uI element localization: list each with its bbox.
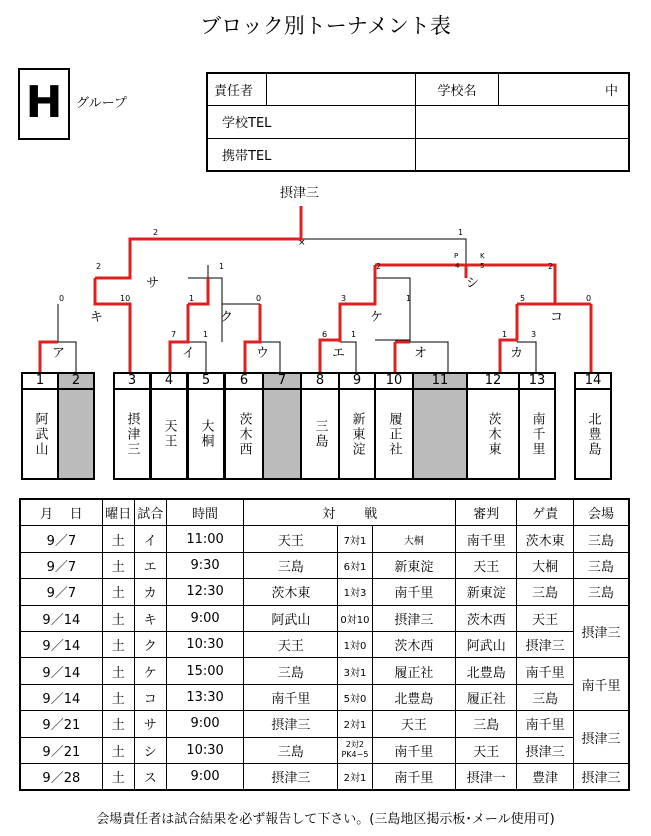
school-label: 学校名	[416, 73, 499, 106]
cell-venue: 南千里	[574, 658, 629, 711]
cell-weekday: 土	[102, 631, 134, 657]
score-main: 2対2	[345, 740, 365, 750]
schedule-table	[19, 498, 630, 791]
score-e-left: 6	[322, 330, 328, 339]
cell-date: 9／21	[20, 711, 102, 737]
team-name-8: 三島	[300, 390, 340, 480]
cell-weekday: 土	[102, 552, 134, 578]
cell-team-b: 南千里	[372, 737, 456, 763]
cell-team-a: 茨木東	[244, 579, 338, 605]
final-marker: ×	[298, 238, 306, 248]
school-field[interactable]: 中	[499, 73, 630, 106]
cell-date: 9／21	[20, 737, 102, 763]
team-num-12: 12	[466, 372, 520, 390]
match-ki: キ	[90, 310, 104, 325]
cell-weekday: 土	[102, 737, 134, 763]
cell-team-b: 履正社	[372, 658, 456, 684]
cell-score: 3対1	[338, 658, 372, 684]
cell-time: 9:00	[166, 711, 244, 737]
match-ku: ク	[220, 310, 234, 325]
match-i: イ	[182, 346, 196, 361]
table-row	[20, 631, 629, 657]
match-ko: コ	[550, 310, 564, 325]
cell-team-a: 三島	[244, 658, 338, 684]
table-row	[20, 658, 629, 684]
cell-match: コ	[134, 684, 166, 710]
cell-duty: 大桐	[517, 552, 574, 578]
cell-score: 0対10	[338, 605, 372, 631]
team-name-3: 摂津三	[113, 390, 151, 480]
header-vs: 対 戦	[244, 499, 456, 526]
header-time: 時間	[166, 499, 244, 526]
match-e: エ	[332, 346, 346, 361]
score-ku-right: 0	[256, 294, 262, 303]
cell-score: 6対1	[338, 552, 372, 578]
group-letter: H	[18, 68, 70, 140]
schedule-header	[20, 499, 629, 526]
team-name-11	[412, 390, 468, 480]
cell-team-a: 天王	[244, 631, 338, 657]
score-e-right: 1	[351, 330, 357, 339]
cell-referee: 阿武山	[456, 631, 517, 657]
cell-referee: 新東淀	[456, 579, 517, 605]
pk-label: P	[454, 252, 459, 260]
cell-duty: 南千里	[517, 658, 574, 684]
team-name-2	[57, 390, 95, 480]
team-num-11: 11	[412, 372, 468, 390]
cell-team-b: 天王	[372, 711, 456, 737]
table-row	[20, 605, 629, 631]
cell-match: キ	[134, 605, 166, 631]
cell-date: 9／14	[20, 605, 102, 631]
table-row	[20, 684, 629, 710]
score-pk-left: 4	[455, 262, 460, 270]
team-num-7: 7	[262, 372, 302, 390]
cell-duty: 豊津	[517, 763, 574, 790]
cell-score: 5対0	[338, 684, 372, 710]
cell-score: 1対0	[338, 631, 372, 657]
cell-team-b: 摂津三	[372, 605, 456, 631]
cell-team-a: 三島	[244, 552, 338, 578]
cell-match: ス	[134, 763, 166, 790]
cell-venue: 三島	[574, 552, 629, 578]
table-row	[20, 763, 629, 790]
cell-score: 7対1	[338, 526, 372, 552]
cell-team-a: 南千里	[244, 684, 338, 710]
table-row	[20, 526, 629, 552]
match-a: ア	[52, 346, 66, 361]
school-tel-label: 学校TEL	[207, 106, 416, 138]
cell-match: エ	[134, 552, 166, 578]
cell-duty: 茨木東	[517, 526, 574, 552]
cell-referee: 摂津一	[456, 763, 517, 790]
team-num-8: 8	[300, 372, 340, 390]
score-sa-right: 1	[219, 262, 225, 271]
cell-team-b: 新東淀	[372, 552, 456, 578]
score-ko-left: 5	[520, 294, 526, 303]
score-i-left: 7	[171, 330, 177, 339]
score-ka-left: 1	[502, 330, 508, 339]
table-row	[20, 737, 629, 763]
cell-score: 2対1	[338, 763, 372, 790]
cell-date: 9／14	[20, 658, 102, 684]
match-sa: サ	[146, 276, 160, 291]
cell-match: サ	[134, 711, 166, 737]
cell-weekday: 土	[102, 684, 134, 710]
team-num-3: 3	[113, 372, 151, 390]
table-row	[20, 579, 629, 605]
cell-date: 9／7	[20, 579, 102, 605]
cell-venue: 摂津三	[574, 711, 629, 764]
score-sa-left: 2	[96, 262, 102, 271]
cell-referee: 履正社	[456, 684, 517, 710]
group-label: グループ	[76, 96, 127, 111]
cell-duty: 天王	[517, 605, 574, 631]
cell-referee: 三島	[456, 711, 517, 737]
cell-time: 9:00	[166, 763, 244, 790]
score-ki-left: 0	[59, 294, 65, 303]
team-name-13: 南千里	[518, 390, 556, 480]
cell-team-b: 茨木西	[372, 631, 456, 657]
footer-note: 会場責任者は試合結果を必ず報告して下さい。(三島地区掲示板･メール使用可)	[96, 812, 555, 827]
pk-label-k: K	[480, 252, 485, 260]
cell-time: 9:30	[166, 552, 244, 578]
cell-venue: 三島	[574, 579, 629, 605]
cell-referee: 天王	[456, 552, 517, 578]
team-name-12: 茨木東	[466, 390, 520, 480]
cell-team-a: 天王	[244, 526, 338, 552]
cell-team-b: 南千里	[372, 579, 456, 605]
page-title: ブロック別トーナメント表	[200, 14, 451, 38]
cell-time: 12:30	[166, 579, 244, 605]
mobile-tel-label: 携帯TEL	[207, 138, 416, 171]
team-num-9: 9	[338, 372, 376, 390]
cell-score: 2対1	[338, 711, 372, 737]
cell-weekday: 土	[102, 579, 134, 605]
match-o: オ	[414, 346, 428, 361]
score-shi-right: 2	[548, 262, 554, 271]
cell-team-a: 摂津三	[244, 711, 338, 737]
cell-match: ケ	[134, 658, 166, 684]
cell-referee: 北豊島	[456, 658, 517, 684]
cell-match: カ	[134, 579, 166, 605]
cell-time: 9:00	[166, 605, 244, 631]
match-shi: シ	[466, 276, 480, 291]
header-match: 試合	[134, 499, 166, 526]
champion: 摂津三	[280, 186, 320, 201]
cell-score: 1対3	[338, 579, 372, 605]
team-name-5: 大桐	[187, 390, 225, 480]
score-pk-right: 5	[480, 262, 485, 270]
cell-venue: 三島	[574, 526, 629, 552]
score-final-right: 1	[458, 228, 464, 237]
cell-duty: 三島	[517, 579, 574, 605]
team-num-2: 2	[57, 372, 95, 390]
team-name-10: 履正社	[374, 390, 414, 480]
team-num-6: 6	[224, 372, 264, 390]
team-name-1: 阿武山	[21, 390, 59, 480]
table-row	[20, 552, 629, 578]
cell-team-a: 三島	[244, 737, 338, 763]
cell-weekday: 土	[102, 605, 134, 631]
cell-time: 10:30	[166, 631, 244, 657]
cell-date: 9／7	[20, 552, 102, 578]
cell-referee: 天王	[456, 737, 517, 763]
cell-date: 9／28	[20, 763, 102, 790]
team-num-14: 14	[574, 372, 612, 390]
cell-referee: 南千里	[456, 526, 517, 552]
header-date: 月 日	[20, 499, 102, 526]
team-name-14: 北豊島	[574, 390, 612, 480]
score-ka-right: 3	[531, 330, 537, 339]
cell-duty: 摂津三	[517, 737, 574, 763]
cell-team-b: 大桐	[372, 526, 456, 552]
score-ke-right: 1	[406, 294, 412, 303]
cell-venue: 摂津三	[574, 763, 629, 790]
cell-weekday: 土	[102, 526, 134, 552]
cell-weekday: 土	[102, 763, 134, 790]
team-name-9: 新東淀	[338, 390, 376, 480]
cell-time: 13:30	[166, 684, 244, 710]
score-ke-left: 3	[341, 294, 347, 303]
cell-duty: 摂津三	[517, 631, 574, 657]
cell-team-a: 摂津三	[244, 763, 338, 790]
score-ku-left: 1	[189, 294, 195, 303]
team-num-4: 4	[150, 372, 188, 390]
team-name-7	[262, 390, 302, 480]
table-row	[20, 711, 629, 737]
cell-match: イ	[134, 526, 166, 552]
cell-date: 9／7	[20, 526, 102, 552]
score-ko-right: 0	[586, 294, 592, 303]
score-i-right: 1	[203, 330, 209, 339]
cell-team-b: 南千里	[372, 763, 456, 790]
cell-match: シ	[134, 737, 166, 763]
header-weekday: 曜日	[102, 499, 134, 526]
cell-time: 10:30	[166, 737, 244, 763]
score-ki-right: 10	[120, 294, 131, 303]
cell-weekday: 土	[102, 711, 134, 737]
cell-time: 15:00	[166, 658, 244, 684]
match-u: ウ	[256, 346, 270, 361]
team-name-4: 天王	[150, 390, 188, 480]
cell-weekday: 土	[102, 658, 134, 684]
match-ka: カ	[510, 346, 524, 361]
cell-match: ク	[134, 631, 166, 657]
header-referee: 審判	[456, 499, 517, 526]
match-ke: ケ	[370, 310, 384, 325]
cell-duty: 南千里	[517, 711, 574, 737]
score-final-left: 2	[153, 228, 159, 237]
team-num-13: 13	[518, 372, 556, 390]
responsible-label: 責任者	[207, 73, 267, 106]
cell-score	[338, 737, 372, 763]
cell-date: 9／14	[20, 684, 102, 710]
team-num-10: 10	[374, 372, 414, 390]
team-num-5: 5	[187, 372, 225, 390]
header-duty: ゲ責	[517, 499, 574, 526]
cell-team-a: 阿武山	[244, 605, 338, 631]
cell-referee: 茨木西	[456, 605, 517, 631]
score-shi-left: 2	[376, 262, 382, 271]
cell-team-b: 北豊島	[372, 684, 456, 710]
cell-venue: 摂津三	[574, 605, 629, 658]
score-pk: PK4−5	[341, 750, 369, 760]
cell-date: 9／14	[20, 631, 102, 657]
cell-duty: 三島	[517, 684, 574, 710]
team-name-6: 茨木西	[224, 390, 264, 480]
cell-time: 11:00	[166, 526, 244, 552]
header-venue: 会場	[574, 499, 629, 526]
team-num-1: 1	[21, 372, 59, 390]
